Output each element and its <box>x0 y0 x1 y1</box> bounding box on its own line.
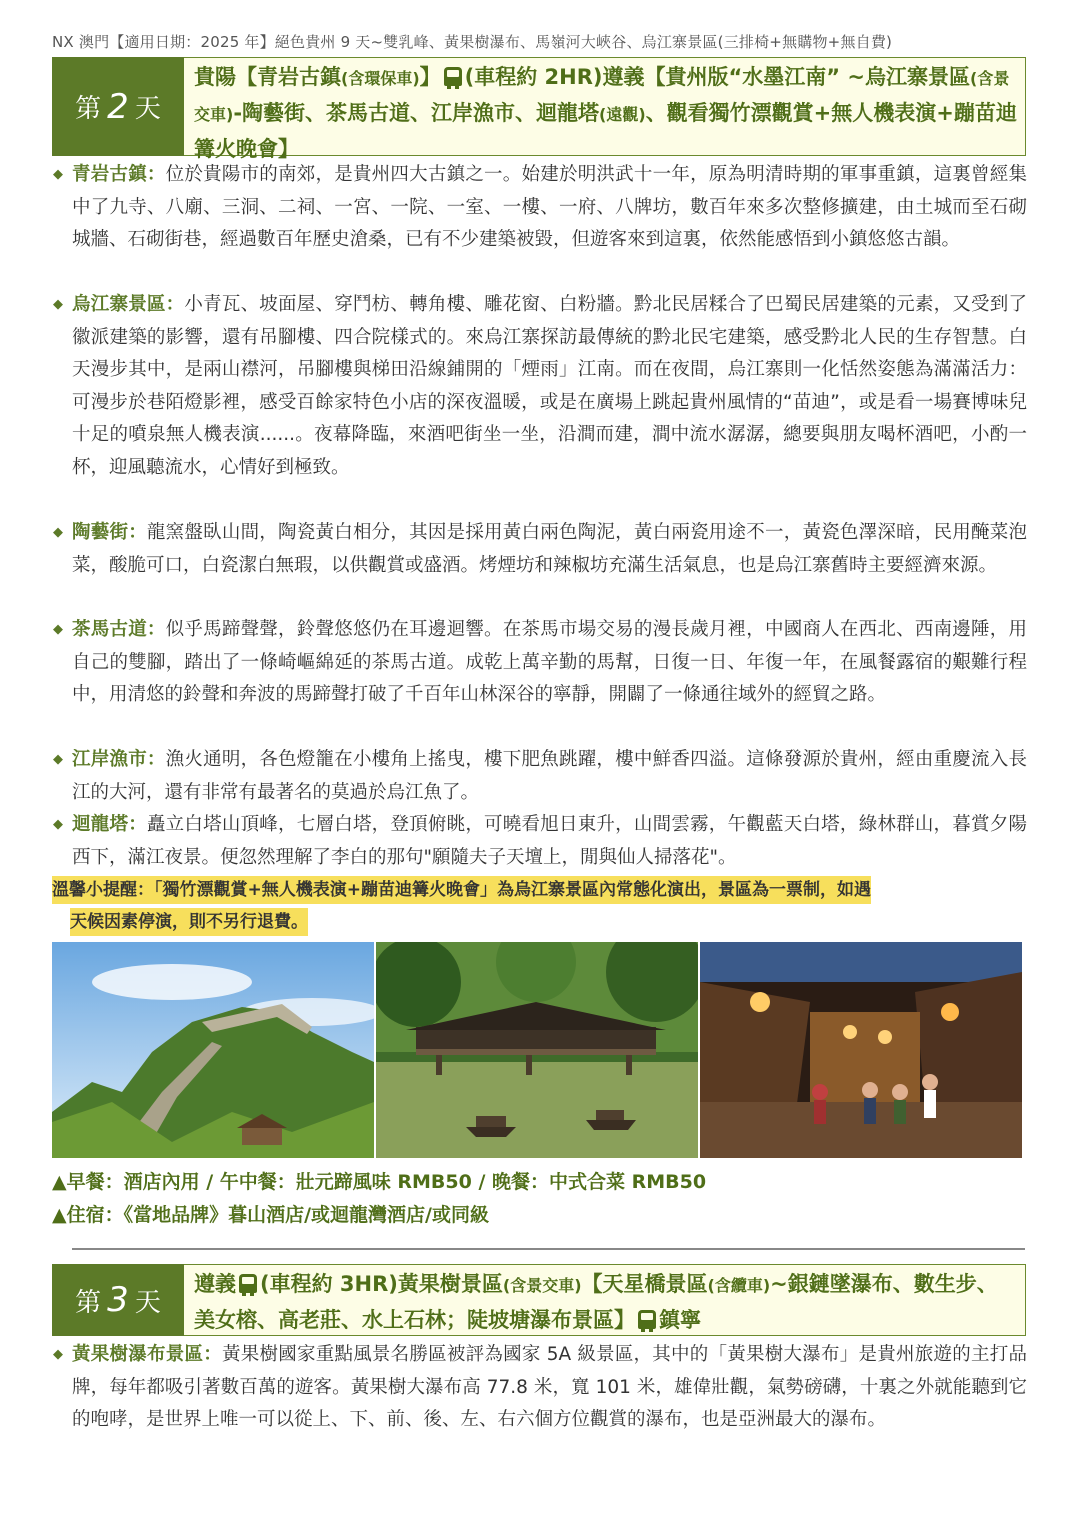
page-header: NX 澳門【適用日期：2025 年】絕色貴州 9 天~雙乳峰、黃果樹瀑布、馬嶺河大峽谷、烏江寨景區(三排椅+無購物+無自費) <box>52 33 893 51</box>
day-number: 2 <box>107 86 129 127</box>
section-huilong-tower: ◆ 迴龍塔：矗立白塔山頂峰，七層白塔，登頂俯眺，可曉看旭日東升，山間雲霧，午觀藍天白塔，綠林群山，暮賞夕陽西下，滿江夜景。便忽然理解了李白的那句"願隨夫子天壇上，閒與仙人掃落花"。 <box>52 809 1027 874</box>
diamond-bullet-icon: ◆ <box>53 167 63 182</box>
day-2-header <box>52 57 1026 161</box>
covered-bridge-photo <box>376 942 698 1158</box>
hotel-info: ▲住宿：《當地品牌》暮山酒店/或迴龍灣酒店/或同級 <box>52 1204 489 1226</box>
section-pottery-street: ◆ 陶藝街：龍窯盤臥山間，陶瓷黃白相分，其因是採用黃白兩色陶泥，黃白兩瓷用途不一，黃瓷色澤深暗，民用醃菜泡菜，酸脆可口，白瓷潔白無瑕，以供觀賞或盛酒。烤煙坊和辣椒坊充滿生活氣息，也是烏江寨舊時主要經濟來源。 <box>52 517 1027 582</box>
bus-icon <box>444 67 462 86</box>
diamond-bullet-icon: ◆ <box>53 622 63 637</box>
day-number: 3 <box>107 1280 129 1320</box>
section-wujiangzhai: ◆ 烏江寨景區：小青瓦、坡面屋、穿鬥枋、轉角樓、雕花窗、白粉牆。黔北民居糅合了巴蜀民居建築的元素，又受到了徽派建築的影響，還有吊腳樓、四合院樣式的。來烏江寨探訪最傳統的黔北民宅建築，感受黔北人民的生存智慧。白天漫步其中，是兩山襟河，吊腳樓與梯田沿線鋪開的「煙雨」江南。而在夜間，烏江寨則一化恬然姿態為滿滿活力：可漫步於巷陌燈影裡，感受百餘家特色小店的深夜溫暖，或是在廣場上跳起貴州風情的“苗迪”，或是看一場賽博味兒十足的噴泉無人機表演......。夜幕降臨，來酒吧街坐一坐，沿澗而建，澗中流水潺潺，總要與朋友喝杯酒吧，小酌一杯，迎風聽流水，心情好到極致。 <box>52 289 1027 485</box>
section-huangguoshu: ◆ 黃果樹瀑布景區：黃果樹國家重點風景名勝區被評為國家 5A 級景區，其中的「黃果樹大瀑布」是貴州旅遊的主打品牌，每年都吸引著數百萬的遊客。黃果樹大瀑布高 77.8 米，寬 101 米，雄偉壯觀，氣勢磅礴，十裏之外就能聽到它的咆哮，是世界上唯一可以從上、下、前、後、左、右六個方位觀賞的瀑布，也是亞洲最大的瀑布。 <box>52 1339 1027 1437</box>
day-3-title: 遵義 (車程約 3HR)黃果樹景區(含景交車)【天星橋景區(含纜車)~銀鏈墜瀑布、數生步、美女榕、高老莊、水上石林；陡坡塘瀑布景區】 鎮寧 <box>184 1264 1026 1336</box>
day-3-label: 第 3 天 <box>52 1264 184 1336</box>
day-3-header <box>52 1264 1026 1336</box>
diamond-bullet-icon: ◆ <box>53 752 63 767</box>
meals-info: ▲早餐：酒店內用 / 午中餐：壯元蹄風味 RMB50 / 晚餐：中式合菜 RMB50 <box>52 1171 707 1193</box>
mountain-fort-photo <box>52 942 374 1158</box>
diamond-bullet-icon: ◆ <box>53 1347 63 1362</box>
diamond-bullet-icon: ◆ <box>53 525 63 540</box>
reminder-note: 溫馨小提醒：「獨竹漂觀賞+無人機表演+蹦苗迪篝火晚會」為烏江寨景區內常態化演出，景區為一票制，如遇 天候因素停演，則不另行退費。 <box>52 874 1018 938</box>
section-tea-horse-road: ◆ 茶馬古道：似乎馬蹄聲聲，鈴聲悠悠仍在耳邊迴響。在茶馬市場交易的漫長歲月裡，中國商人在西北、西南邊陲，用自己的雙腳，踏出了一條崎嶇綿延的茶馬古道。成乾上萬辛勤的馬幫，日復一日、年復一年，在風餐露宿的艱難行程中，用清悠的鈴聲和奔波的馬蹄聲打破了千百年山林深谷的寧靜，開闢了一條通往域外的經貿之路。 <box>52 614 1027 712</box>
day-2-title: 貴陽【青岩古鎮(含環保車)】 (車程約 2HR)遵義【貴州版“水墨江南” ~烏江寨景區(含景交車)-陶藝街、茶馬古道、江岸漁市、迴龍塔(遠觀)、觀看獨竹漂觀賞+無人機表演+蹦苗迪篝火晚會】 <box>184 57 1026 156</box>
section-fish-market: ◆ 江岸漁市：漁火通明，各色燈籠在小樓角上搖曳，樓下肥魚跳躍，樓中鮮香四溢。這條發源於貴州，經由重慶流入長江的大河，還有非常有最著名的莫過於烏江魚了。 <box>52 744 1027 809</box>
night-street-photo <box>700 942 1022 1158</box>
diamond-bullet-icon: ◆ <box>53 817 63 832</box>
section-divider <box>72 1248 1025 1250</box>
bus-icon <box>638 1310 656 1329</box>
day-2-label: 第 2 天 <box>52 57 184 156</box>
photo-strip <box>52 942 1022 1158</box>
diamond-bullet-icon: ◆ <box>53 297 63 312</box>
bus-icon <box>239 1274 257 1293</box>
section-qingyan: ◆ 青岩古鎮：位於貴陽市的南郊，是貴州四大古鎮之一。始建於明洪武十一年，原為明清時期的軍事重鎮，這裏曾經集中了九寺、八廟、三洞、二祠、一宮、一院、一室、一樓、一府、八牌坊，數百年來多次整修擴建，由土城而至石砌城牆、石砌街巷，經過數百年歷史滄桑，已有不少建築被毀，但遊客來到這裏，依然能感悟到小鎮悠悠古韻。 <box>52 159 1027 257</box>
